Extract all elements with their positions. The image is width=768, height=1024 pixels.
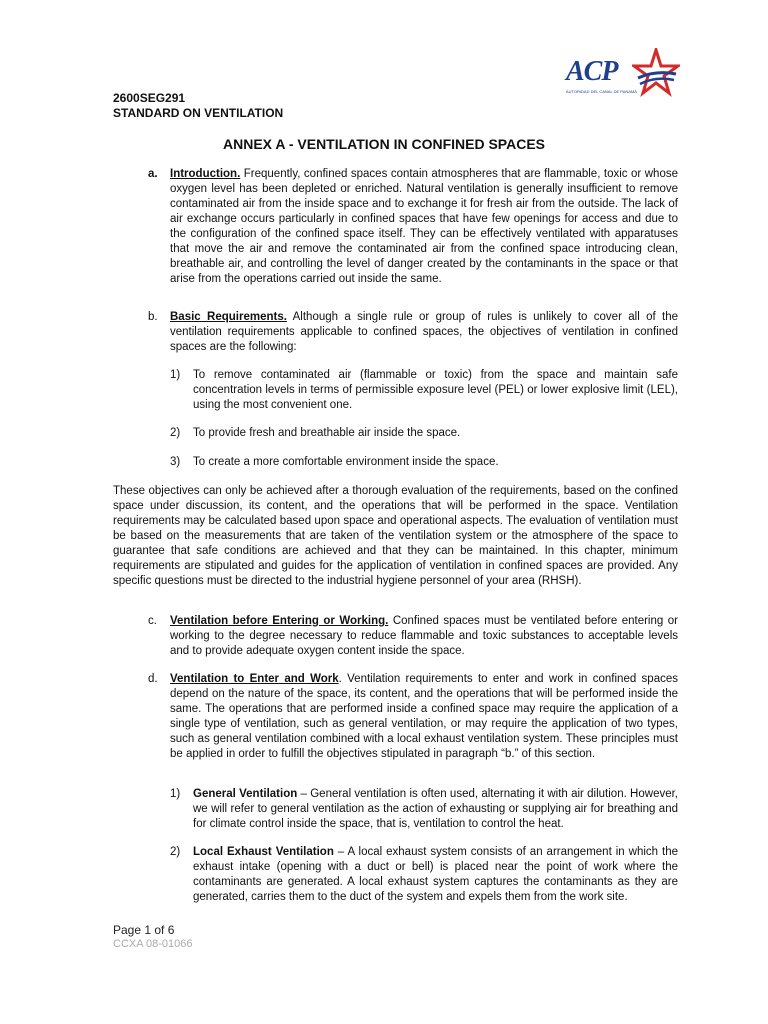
section-c-heading: Ventilation before Entering or Working.	[170, 615, 389, 627]
section-d-heading: Ventilation to Enter and Work	[170, 673, 339, 685]
annex-title: ANNEX A - VENTILATION IN CONFINED SPACES	[222, 136, 545, 152]
section-b-marker: b.	[148, 311, 158, 323]
section-c-text: Confined spaces must be ventilated before entering or working to the degree necessary to reduce flammable and toxic substances to acceptable levels and to provide adequate oxygen content inside the space.	[170, 615, 678, 657]
list-item: To provide fresh and breathable air inside the space.	[193, 427, 461, 439]
list-item-marker: 2)	[170, 427, 181, 439]
document-title: STANDARD ON VENTILATION	[113, 106, 284, 120]
section-a-text: Frequently, confined spaces contain atmospheres that are flammable, toxic or whose oxygen level has been depleted or enriched. Natural ventilation is generally insufficient to remove contaminated air from the inside space and to exchange it for fresh air from the outside. The lack of air exchange occurs particularly in confined spaces that have few openings for access and due to the configuration of the confined space itself. They can be effectively ventilated with apparatuses that move the air and remove the contaminated air from the confined space introducing clean, breathable air, and controlling the level of danger created by the contaminants in the space or that arise from the operations carried out inside the same.	[170, 168, 678, 285]
section-a-paragraph	[170, 167, 678, 287]
list-item-marker: 3)	[170, 456, 181, 468]
section-a-marker: a.	[148, 168, 158, 180]
objectives-paragraph: These objectives can only be achieved after a thorough evaluation of the requirements, based on the confined space under discussion, its content, and the operations that will be performed in the space. Ventilation requirements may be calculated based upon space and operational aspects. The evaluation of ventilation must be based on the measurements that are taken of the ventilation system or the atmosphere of the space to guarantee that safe conditions are achieved and that they can be maintained. In this chapter, minimum requirements are stipulated and guides for the application of ventilation in confined spaces are provided. Any specific questions must be directed to the industrial hygiene personnel of your area (RHSH).	[113, 485, 678, 587]
acp-logo	[556, 48, 680, 100]
list-item-text: – General ventilation is often used, alternating it with air dilution. However, we will refer to general ventilation as the action of exhausting or supplying air for breathing and for climate control inside the space, that is, ventilation to control the heat.	[193, 788, 678, 830]
logo-tagline: AUTORIDAD DEL CANAL DE PANAMÁ	[566, 89, 637, 94]
list-item	[193, 845, 678, 905]
footer-document-code: CCXA 08-01066	[113, 938, 193, 950]
page-number: Page 1 of 6	[113, 923, 175, 937]
logo-text: ACP	[566, 56, 618, 87]
list-item: To create a more comfortable environment inside the space.	[193, 456, 499, 468]
list-item: To remove contaminated air (flammable or toxic) from the space and maintain safe concentration levels in terms of permissible exposure level (PEL) or lower explosive limit (LEL), using the most convenient one.	[193, 369, 678, 411]
section-d-paragraph	[170, 672, 678, 762]
section-b-paragraph	[170, 310, 678, 355]
section-a-heading: Introduction.	[170, 168, 241, 180]
list-item	[193, 787, 678, 832]
section-c-marker: c.	[148, 615, 157, 627]
document-code: 2600SEG291	[113, 91, 186, 105]
section-b-text: Although a single rule or group of rules is unlikely to cover all of the ventilation requirements applicable to confined spaces, the objectives of ventilation in confined spaces are the following:	[170, 311, 679, 353]
section-d-text: . Ventilation requirements to enter and work in confined spaces depend on the nature of the space, its content, and the operations that will be performed inside the same. The operations that are performed inside a confined space may require the application of a single type of ventilation, such as general ventilation, or may require the application of two types, such as general ventilation combined with a local exhaust ventilation system. These principles must be applied in order to fulfill the objectives stipulated in paragraph “b.” of this section.	[170, 673, 678, 760]
list-item-marker: 2)	[170, 846, 181, 858]
list-item-heading: Local Exhaust Ventilation	[193, 846, 334, 858]
section-b-heading: Basic Requirements.	[170, 311, 287, 323]
list-item-marker: 1)	[170, 788, 181, 800]
star-icon	[632, 48, 680, 100]
list-item-heading: General Ventilation	[193, 788, 298, 800]
section-c-paragraph	[170, 614, 678, 659]
section-d-marker: d.	[148, 673, 158, 685]
list-item-marker: 1)	[170, 369, 181, 381]
list-item-text: – A local exhaust system consists of an arrangement in which the exhaust intake (opening with a duct or bell) is placed near the point of work where the contaminants are generated. A local exhaust system captures the contaminants as they are generated, carries them to the duct of the system and expels them from the work site.	[193, 846, 678, 903]
